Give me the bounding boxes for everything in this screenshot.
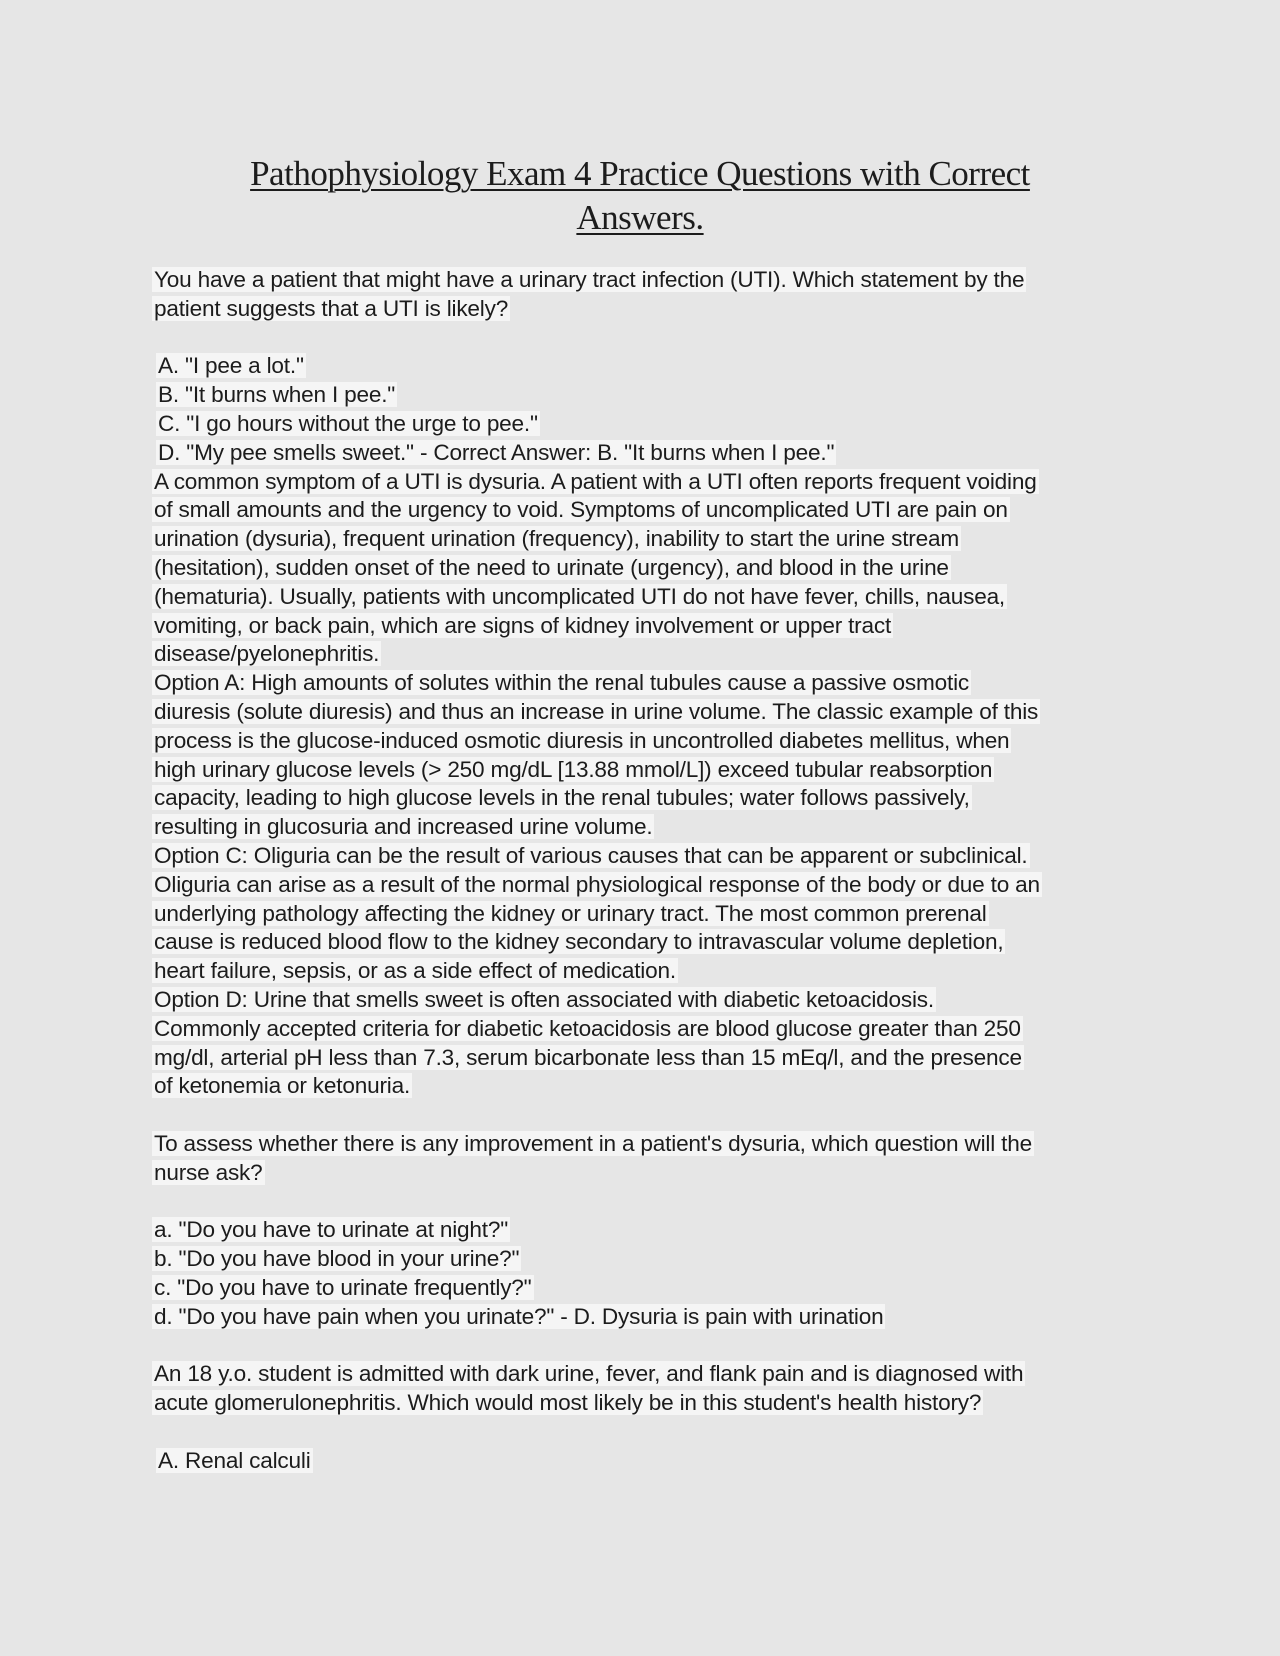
text-line: mg/dl, arterial pH less than 7.3, serum bicarbonate less than 15 mEq/l, and the presence bbox=[154, 1044, 1022, 1070]
text-line: process is the glucose-induced osmotic diuresis in uncontrolled diabetes mellitus, when bbox=[154, 727, 1010, 753]
answer-option-with-correct-answer: D. "My pee smells sweet." - Correct Answer: B. "It burns when I pee." bbox=[158, 439, 835, 465]
text-line: of ketonemia or ketonuria. bbox=[154, 1073, 411, 1099]
answer-option: b. "Do you have blood in your urine?" bbox=[154, 1246, 520, 1272]
question-stem bbox=[152, 1360, 1142, 1418]
text-line: underlying pathology affecting the kidney or urinary tract. The most common prerenal bbox=[154, 900, 987, 926]
text-line: Option D: Urine that smells sweet is often associated with diabetic ketoacidosis. bbox=[154, 986, 934, 1012]
text-line: heart failure, sepsis, or as a side effect of medication. bbox=[154, 958, 676, 984]
document-body bbox=[152, 266, 1142, 1475]
rationale bbox=[152, 468, 1142, 1102]
text-line: vomiting, or back pain, which are signs of kidney involvement or upper tract bbox=[154, 612, 892, 638]
text-line: patient suggests that a UTI is likely? bbox=[154, 295, 509, 321]
question-stem bbox=[152, 1130, 1142, 1188]
question-2 bbox=[152, 1130, 1142, 1332]
answer-option: B. "It burns when I pee." bbox=[158, 382, 396, 408]
text-line: of small amounts and the urgency to void. Symptoms of uncomplicated UTI are pain on bbox=[154, 497, 1008, 523]
text-line: Oliguria can arise as a result of the normal physiological response of the body or due to an bbox=[154, 871, 1040, 897]
answer-options bbox=[152, 1216, 1142, 1331]
question-stem bbox=[152, 266, 1142, 324]
text-line: (hematuria). Usually, patients with uncomplicated UTI do not have fever, chills, nausea, bbox=[154, 583, 1006, 609]
text-line: nurse ask? bbox=[154, 1159, 263, 1185]
title-line-1: Pathophysiology Exam 4 Practice Questions with Correct bbox=[250, 154, 1030, 193]
text-line: You have a patient that might have a urinary tract infection (UTI). Which statement by the bbox=[154, 267, 1025, 292]
text-line: acute glomerulonephritis. Which would most likely be in this student's health history? bbox=[154, 1390, 982, 1416]
text-line: capacity, leading to high glucose levels in the renal tubules; water follows passively, bbox=[154, 785, 970, 811]
text-line: disease/pyelonephritis. bbox=[154, 641, 380, 667]
answer-option: A. "I pee a lot." bbox=[158, 353, 304, 379]
text-line: resulting in glucosuria and increased urine volume. bbox=[154, 814, 653, 840]
text-line: To assess whether there is any improvement in a patient's dysuria, which question will the bbox=[154, 1130, 1032, 1156]
question-1 bbox=[152, 266, 1142, 1101]
text-line: diuresis (solute diuresis) and thus an increase in urine volume. The classic example of this bbox=[154, 698, 1039, 724]
text-line: An 18 y.o. student is admitted with dark urine, fever, and flank pain and is diagnosed with bbox=[154, 1361, 1024, 1387]
answer-options bbox=[152, 352, 1142, 467]
text-line: Option A: High amounts of solutes within the renal tubules cause a passive osmotic bbox=[154, 670, 970, 696]
answer-option: c. "Do you have to urinate frequently?" bbox=[154, 1274, 532, 1300]
answer-option: C. "I go hours without the urge to pee." bbox=[158, 410, 538, 436]
answer-option: a. "Do you have to urinate at night?" bbox=[154, 1217, 509, 1243]
answer-options bbox=[152, 1447, 1142, 1476]
text-line: urination (dysuria), frequent urination (frequency), inability to start the urine stream bbox=[154, 526, 959, 552]
text-line: high urinary glucose levels (> 250 mg/dL [13.88 mmol/L]) exceed tubular reabsorption bbox=[154, 756, 993, 782]
text-line: A common symptom of a UTI is dysuria. A patient with a UTI often reports frequent voiding bbox=[154, 468, 1037, 494]
title-line-2: Answers. bbox=[576, 198, 704, 237]
text-line: cause is reduced blood flow to the kidney secondary to intravascular volume depletion, bbox=[154, 929, 1004, 955]
answer-option: A. Renal calculi bbox=[158, 1447, 311, 1473]
text-line: Commonly accepted criteria for diabetic ketoacidosis are blood glucose greater than 250 bbox=[154, 1015, 1021, 1041]
question-3 bbox=[152, 1360, 1142, 1475]
text-line: (hesitation), sudden onset of the need to urinate (urgency), and blood in the urine bbox=[154, 554, 949, 580]
text-line: Option C: Oliguria can be the result of various causes that can be apparent or subclinical. bbox=[154, 842, 1028, 868]
answer-option-with-correct-answer: d. "Do you have pain when you urinate?" - D. Dysuria is pain with urination bbox=[154, 1303, 884, 1329]
page-title bbox=[150, 152, 1130, 240]
